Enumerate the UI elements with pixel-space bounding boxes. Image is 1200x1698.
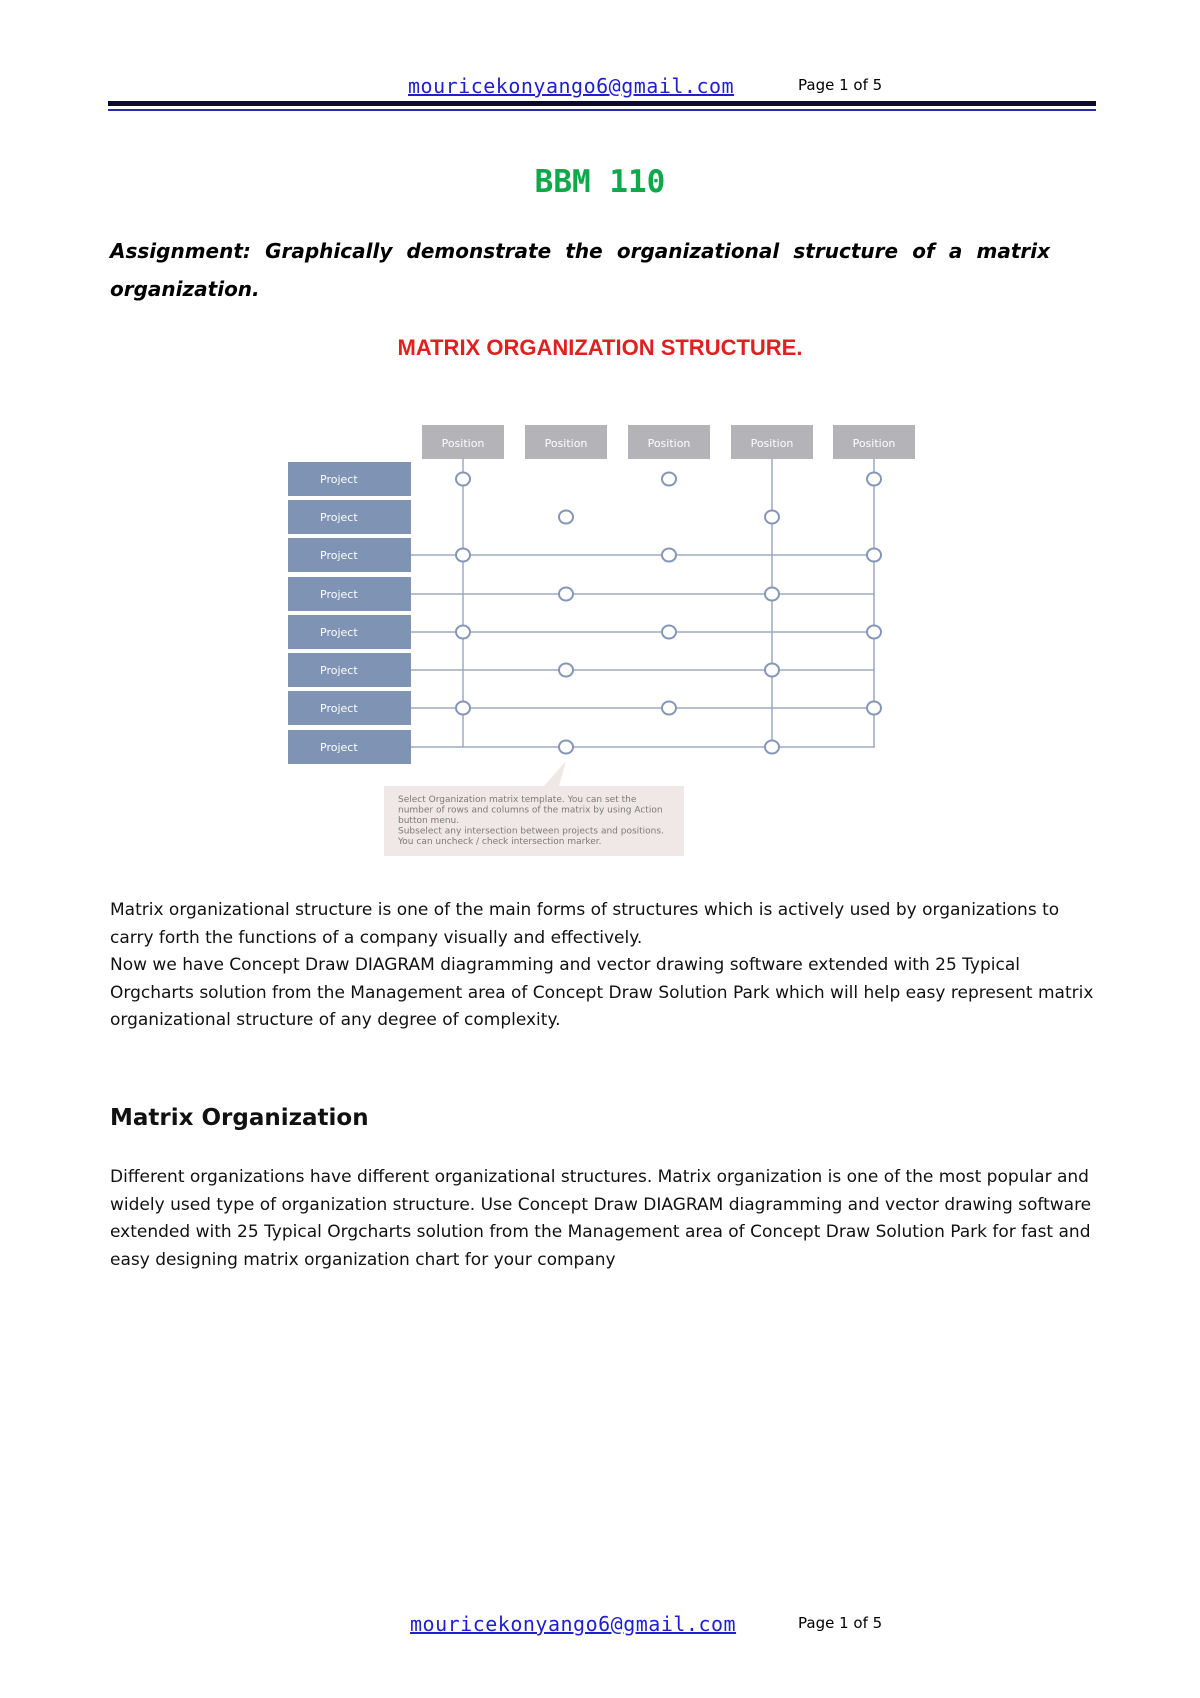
heading-matrix-organization: Matrix Organization [110,1105,369,1131]
intersection-marker [662,702,676,715]
assignment-text: : Graphically demonstrate the organizational structure of a matrix organization. [110,239,1050,301]
position-header-label: Position [544,437,588,450]
intersection-marker [559,588,573,601]
project-row-label: Project [320,741,358,754]
header-rule-thick [108,101,1096,106]
footer-page-number: Page 1 of 5 [798,1614,883,1632]
intersection-marker [867,626,881,639]
intersection-marker [456,549,470,562]
position-header-label: Position [750,437,794,450]
assignment-label: Assignment [110,239,243,263]
footer-email-link[interactable]: mouricekonyango6@gmail.com [410,1612,737,1636]
intersection-marker [662,626,676,639]
header-email-link[interactable]: mouricekonyango6@gmail.com [408,74,735,98]
intersection-marker [765,741,779,754]
assignment-statement [110,232,1050,308]
note-callout-line: button menu. [398,816,460,826]
note-callout-line: Subselect any intersection between projects and positions. [398,826,664,837]
intersection-marker [662,473,676,486]
intersection-marker [765,511,779,524]
section-title: MATRIX ORGANIZATION STRUCTURE. [397,335,803,360]
intersection-marker [662,549,676,562]
note-callout-line: number of rows and columns of the matrix by using Action [398,805,663,816]
project-row-label: Project [320,626,358,639]
intersection-marker [456,626,470,639]
note-callout-pointer [544,761,566,786]
paragraph-intro-line1: Matrix organizational structure is one of the main forms of structures which is actively used by organizations to carry forth the functions of a company visually and effectively. [110,900,1060,948]
paragraph-intro [110,897,1100,1035]
project-row-label: Project [320,588,358,601]
intersection-marker [559,511,573,524]
project-row-label: Project [320,473,358,486]
intersection-marker [456,473,470,486]
intersection-marker [456,702,470,715]
project-row-label: Project [320,664,358,677]
project-row-label: Project [320,549,358,562]
project-row-label: Project [320,511,358,524]
intersection-marker [559,664,573,677]
note-callout-line: Select Organization matrix template. You can set the [398,795,637,805]
intersection-marker [867,473,881,486]
position-header-label: Position [852,437,896,450]
position-header-label: Position [441,437,485,450]
intersection-marker [559,741,573,754]
paragraph-intro-line2: Now we have Concept Draw DIAGRAM diagramming and vector drawing software extended with 25 Typical Orgcharts solution from the Management area of Concept Draw Solution Park which will help easy represent matrix organizational structure of any degree of complexity. [110,955,1094,1030]
document-title: BBM 110 [534,164,666,200]
header-page-number: Page 1 of 5 [798,76,883,94]
intersection-marker [867,549,881,562]
header-rule-thin [108,109,1096,111]
intersection-marker [867,702,881,715]
intersection-marker [765,588,779,601]
project-row-label: Project [320,702,358,715]
intersection-marker [765,664,779,677]
paragraph-matrix-organization: Different organizations have different organizational structures. Matrix organization is one of the most popular and widely used type of organization structure. Use Concept Draw DIAGRAM diagramming and vector drawing software extended with 25 Typical Orgcharts solution from the Management area of Concept Draw Solution Park for fast and easy designing matrix organization chart for your company [110,1167,1092,1270]
note-callout-line: You can uncheck / check intersection marker. [398,837,602,847]
position-header-label: Position [647,437,691,450]
matrix-organization-diagram [280,418,920,858]
